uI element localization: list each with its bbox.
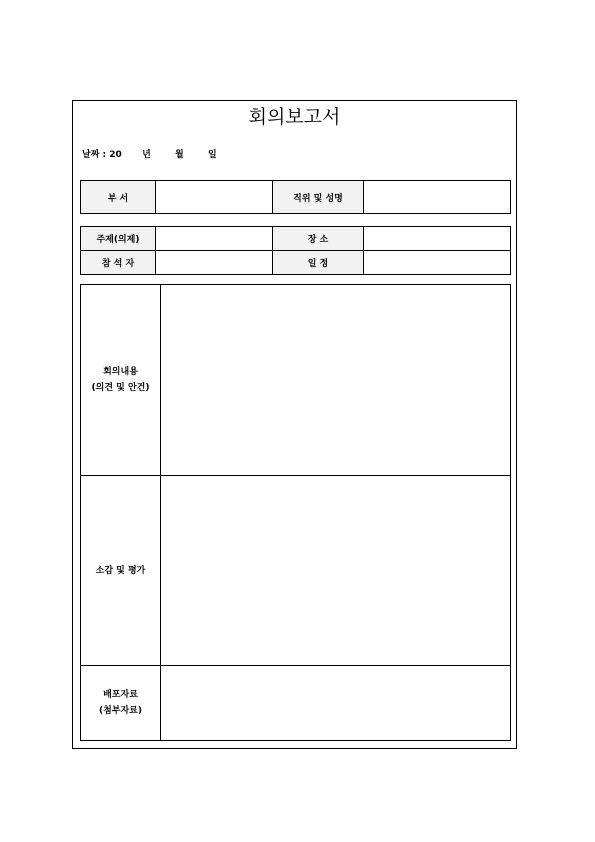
department-label: 부 서 bbox=[81, 181, 156, 214]
table-row bbox=[81, 476, 511, 666]
header-table bbox=[80, 180, 511, 214]
minutes-label bbox=[81, 285, 161, 476]
table-row bbox=[81, 251, 511, 275]
review-field[interactable] bbox=[161, 476, 511, 666]
position-name-field[interactable] bbox=[364, 181, 511, 214]
table-row bbox=[81, 181, 511, 214]
review-label: 소감 및 평가 bbox=[81, 476, 161, 666]
date-day-label: 일 bbox=[208, 150, 217, 160]
date-line bbox=[82, 147, 217, 160]
minutes-label-line2: (의견 및 안건) bbox=[91, 383, 150, 393]
handout-label-line2: (첨부자료) bbox=[98, 706, 142, 716]
handout-label-line1: 배포자료 bbox=[103, 690, 138, 700]
handout-field[interactable] bbox=[161, 666, 511, 741]
date-year-label: 년 bbox=[142, 150, 151, 160]
minutes-label-line1: 회의내용 bbox=[103, 367, 138, 377]
table-row bbox=[81, 285, 511, 476]
position-name-label: 직위 및 성명 bbox=[273, 181, 364, 214]
schedule-label: 일 정 bbox=[273, 251, 364, 275]
info-table bbox=[80, 226, 511, 275]
date-month-label: 월 bbox=[175, 150, 184, 160]
document-title: 회의보고서 bbox=[248, 106, 341, 128]
table-row bbox=[81, 666, 511, 741]
attendees-label: 참 석 자 bbox=[81, 251, 156, 275]
subject-field[interactable] bbox=[156, 227, 273, 251]
place-field[interactable] bbox=[364, 227, 511, 251]
schedule-field[interactable] bbox=[364, 251, 511, 275]
content-table bbox=[80, 284, 511, 741]
attendees-field[interactable] bbox=[156, 251, 273, 275]
date-label: 날짜 : 20 bbox=[82, 150, 122, 160]
handout-label bbox=[81, 666, 161, 741]
subject-label: 주제(의제) bbox=[81, 227, 156, 251]
department-field[interactable] bbox=[156, 181, 273, 214]
place-label: 장 소 bbox=[273, 227, 364, 251]
table-row bbox=[81, 227, 511, 251]
minutes-field[interactable] bbox=[161, 285, 511, 476]
